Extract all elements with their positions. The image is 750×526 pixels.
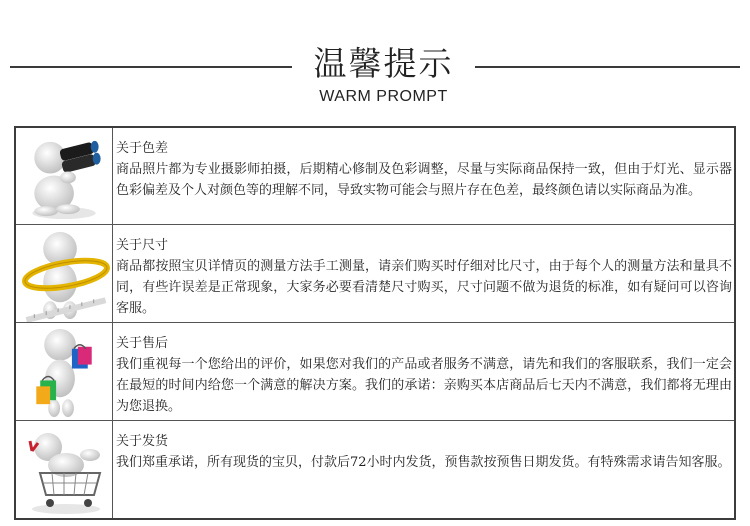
notice-text-cell xyxy=(116,235,732,319)
notice-icon-cell xyxy=(16,421,113,518)
notice-row-size xyxy=(16,225,734,323)
notice-row-delivery xyxy=(16,421,734,518)
shopping-bags-figure-icon xyxy=(16,323,112,420)
notice-icon-cell xyxy=(16,128,113,224)
notice-table xyxy=(14,126,736,520)
shopping-cart-figure-icon xyxy=(16,421,112,518)
notice-title: 关于售后 xyxy=(116,336,169,351)
notice-title: 关于色差 xyxy=(116,141,169,156)
notice-text-cell xyxy=(116,333,732,417)
notice-body: 商品都按照宝贝详情页的测量方法手工测量，请亲们购买时仔细对比尺寸，由于每个人的测量方法和量具不同，有些许误差是正常现象，大家务必要看清楚尺寸购买，尺寸问题不做为退货的标准，如有疑问可以咨询客服。 xyxy=(116,259,732,316)
notice-body: 商品照片都为专业摄影师拍摄，后期精心修制及色彩调整，尽量与实际商品保持一致，但由于灯光、显示器色彩偏差及个人对颜色等的理解不同，导致实物可能会与照片存在色差，最终颜色请以实际商品为准。 xyxy=(116,162,732,198)
notice-body: 我们重视每一个您给出的评价，如果您对我们的产品或者服务不满意，请先和我们的客服联系，我们一定会在最短的时间内给您一个满意的解决方案。我们的承诺：亲购买本店商品后七天内不满意，我们都将无理由为您退换。 xyxy=(116,357,732,414)
notice-text-cell xyxy=(116,138,732,201)
notice-row-aftersales xyxy=(16,323,734,421)
notice-icon-cell xyxy=(16,323,113,420)
notice-title: 关于尺寸 xyxy=(116,238,169,253)
notice-text-cell xyxy=(116,431,732,473)
notice-title: 关于发货 xyxy=(116,434,169,449)
notice-icon-cell xyxy=(16,225,113,322)
notice-row-color xyxy=(16,128,734,225)
header xyxy=(0,0,750,120)
page-subtitle: WARM PROMPT xyxy=(319,88,448,105)
notice-body: 我们郑重承诺，所有现货的宝贝，付款后72小时内发货，预售款按预售日期发货。有特殊需求请告知客服。 xyxy=(116,455,731,470)
header-divider-right xyxy=(475,66,740,68)
measuring-tape-figure-icon xyxy=(16,225,112,322)
page-title: 温馨提示 xyxy=(313,44,454,83)
binoculars-figure-icon xyxy=(16,128,112,224)
header-divider-left xyxy=(10,66,292,68)
